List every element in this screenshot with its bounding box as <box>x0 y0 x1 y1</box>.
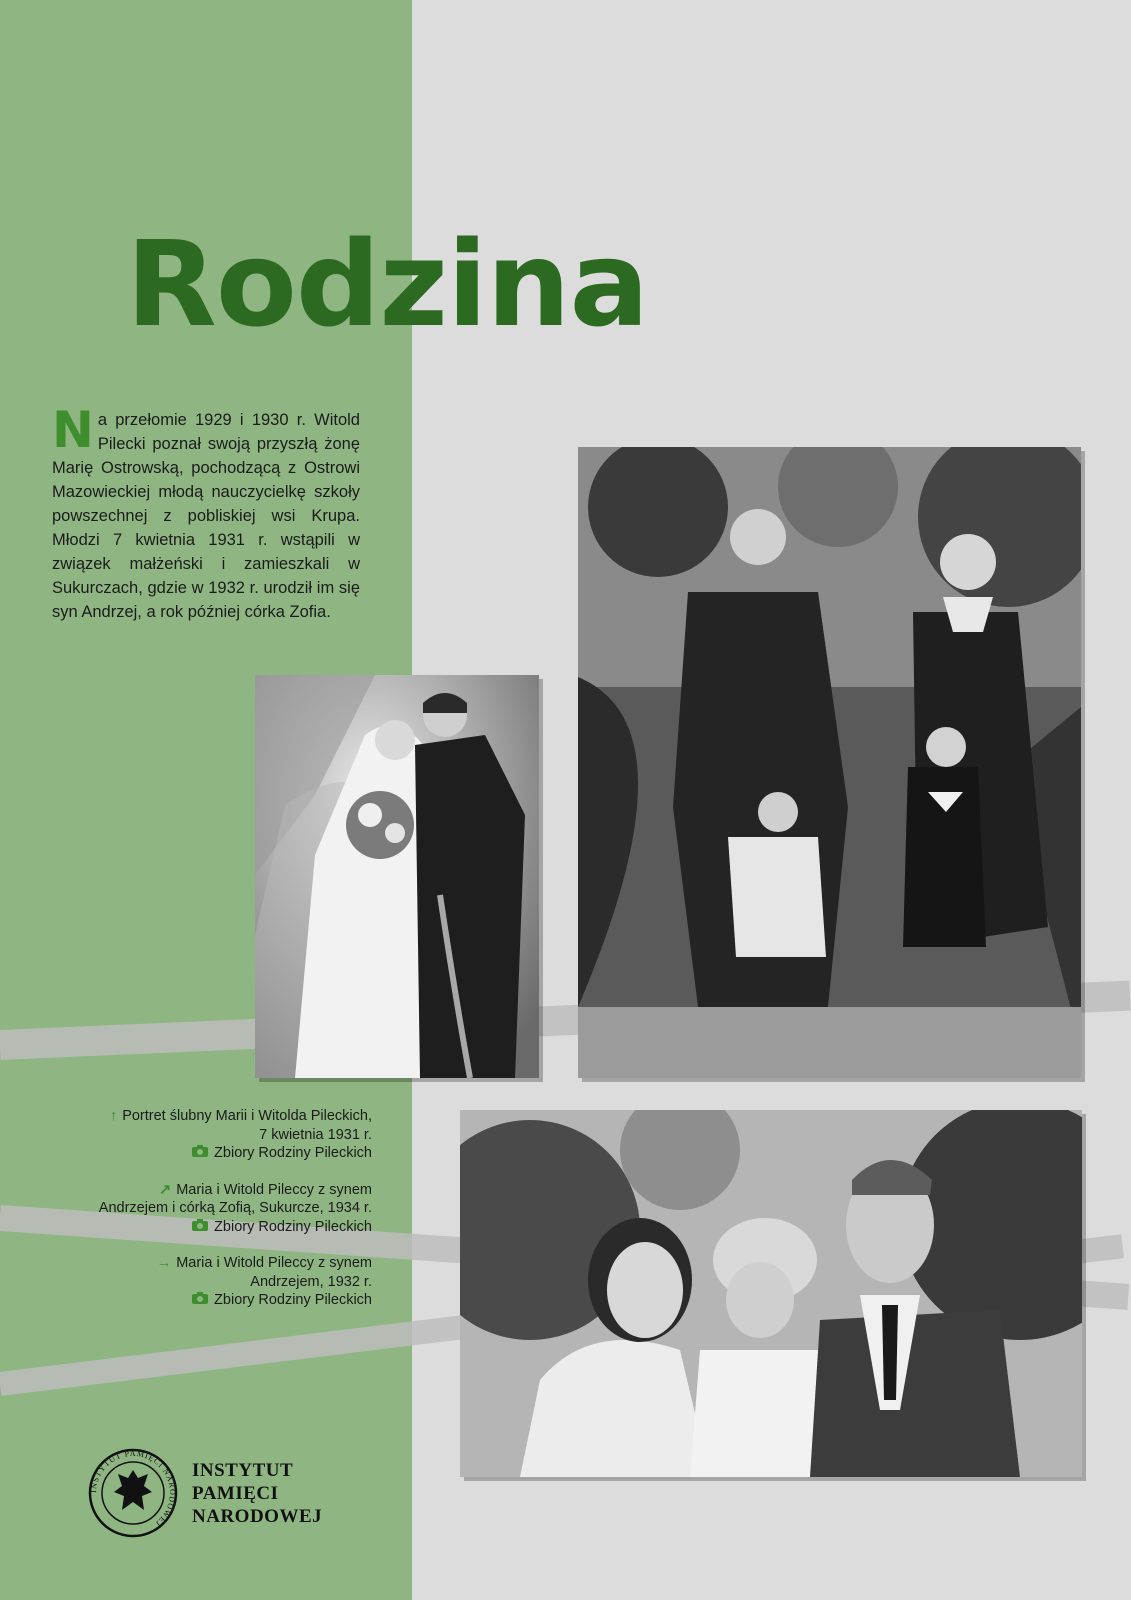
logo-text <box>192 1459 322 1528</box>
caption-line: Andrzejem i córką Zofią, Sukurcze, 1934 r. <box>98 1200 372 1217</box>
arrow-right-icon: → <box>156 1255 172 1272</box>
wedding-portrait-photo <box>255 675 539 1078</box>
caption-line: Maria i Witold Pileccy z synem <box>176 1181 372 1198</box>
ipn-logo <box>88 1448 322 1538</box>
arrow-up-right-icon: ↗ <box>159 1181 172 1198</box>
family-photo-1934 <box>578 447 1081 1078</box>
caption-source: Zbiory Rodziny Pileckich <box>214 1145 372 1162</box>
intro-paragraph <box>52 401 360 624</box>
camera-icon <box>192 1144 208 1163</box>
caption-source: Zbiory Rodziny Pileckich <box>214 1292 372 1309</box>
camera-icon <box>192 1291 208 1310</box>
caption-line: 7 kwietnia 1931 r. <box>259 1126 372 1143</box>
camera-icon <box>192 1218 208 1237</box>
svg-text:INSTYTUT PAMIĘCI NARODOWEJ: INSTYTUT PAMIĘCI NARODOWEJ <box>88 1448 178 1529</box>
caption-source: Zbiory Rodziny Pileckich <box>214 1218 372 1235</box>
logo-line: INSTYTUT <box>192 1459 294 1481</box>
photo-captions <box>40 1107 372 1328</box>
caption-wedding <box>40 1107 372 1163</box>
logo-line: PAMIĘCI <box>192 1482 279 1504</box>
logo-line: NARODOWEJ <box>192 1505 323 1527</box>
caption-line: Portret ślubny Marii i Witolda Pileckich, <box>122 1108 372 1124</box>
caption-line: Andrzejem, 1932 r. <box>250 1273 372 1290</box>
arrow-up-icon: ↑ <box>109 1108 118 1124</box>
caption-line: Maria i Witold Pileccy z synem <box>176 1255 372 1272</box>
family-photo-1932 <box>460 1110 1082 1477</box>
page-title: Rodzina <box>126 215 649 353</box>
caption-family-1934 <box>40 1181 372 1237</box>
drop-cap: N <box>52 401 94 459</box>
intro-text: a przełomie 1929 i 1930 r. Witold Pilecki poznał swoją przyszłą żonę Marię Ostrowską, pochodzącą z Ostrowi Mazowieckiej młodą nauczycielkę szkoły powszechnej z pobliskiej wsi Krupa. Młodzi 7 kwietnia 1931 r. wstąpili w związek małżeński i zamieszkali w Sukurczach, gdzie w 1932 r. urodził im się syn Andrzej, a rok później córka Zofia. <box>52 411 360 621</box>
ipn-seal-icon <box>88 1448 178 1538</box>
caption-family-1932 <box>40 1254 372 1310</box>
